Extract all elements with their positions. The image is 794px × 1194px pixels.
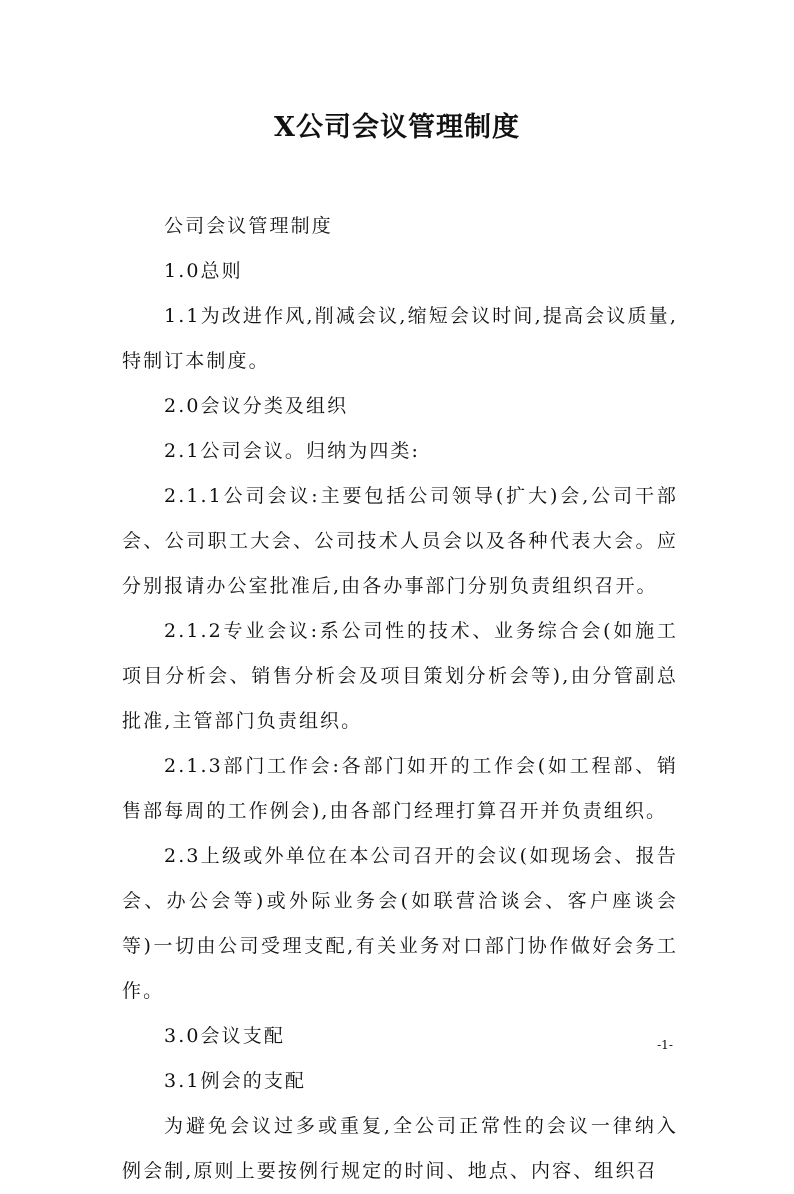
document-body — [122, 204, 678, 1194]
paragraph: 2.1.3部门工作会:各部门如开的工作会(如工程部、销售部每周的工作例会),由各部门经理打算召开并负责组织。 — [122, 755, 678, 822]
document-title: X公司会议管理制度 — [274, 112, 520, 143]
paragraph: 3.0会议支配 — [164, 1025, 285, 1047]
paragraph: 2.0会议分类及组织 — [164, 395, 349, 417]
paragraph: 公司会议管理制度 — [164, 215, 333, 237]
paragraph: 2.1.2专业会议:系公司性的技术、业务综合会(如施工项目分析会、销售分析会及项目策划分析会等),由分管副总批准,主管部门负责组织。 — [122, 620, 678, 732]
page-number: -1- — [657, 1038, 673, 1052]
paragraph: 3.1例会的支配 — [164, 1070, 307, 1092]
paragraph: 2.1公司会议。归纳为四类: — [164, 440, 421, 462]
paragraph: 1.1为改进作风,削减会议,缩短会议时间,提高会议质量,特制订本制度。 — [122, 305, 678, 372]
paragraph: 2.1.1公司会议:主要包括公司领导(扩大)会,公司干部会、公司职工大会、公司技术人员会以及各种代表大会。应分别报请办公室批准后,由各办事部门分别负责组织召开。 — [122, 485, 678, 597]
paragraph: 2.3上级或外单位在本公司召开的会议(如现场会、报告会、办公会等)或外际业务会(如联营洽谈会、客户座谈会等)一切由公司受理支配,有关业务对口部门协作做好会务工作。 — [122, 845, 678, 1002]
paragraph: 为避免会议过多或重复,全公司正常性的会议一律纳入例会制,原则上要按例行规定的时间、地点、内容、组织召 — [122, 1115, 678, 1182]
paragraph: 1.0总则 — [164, 260, 243, 282]
